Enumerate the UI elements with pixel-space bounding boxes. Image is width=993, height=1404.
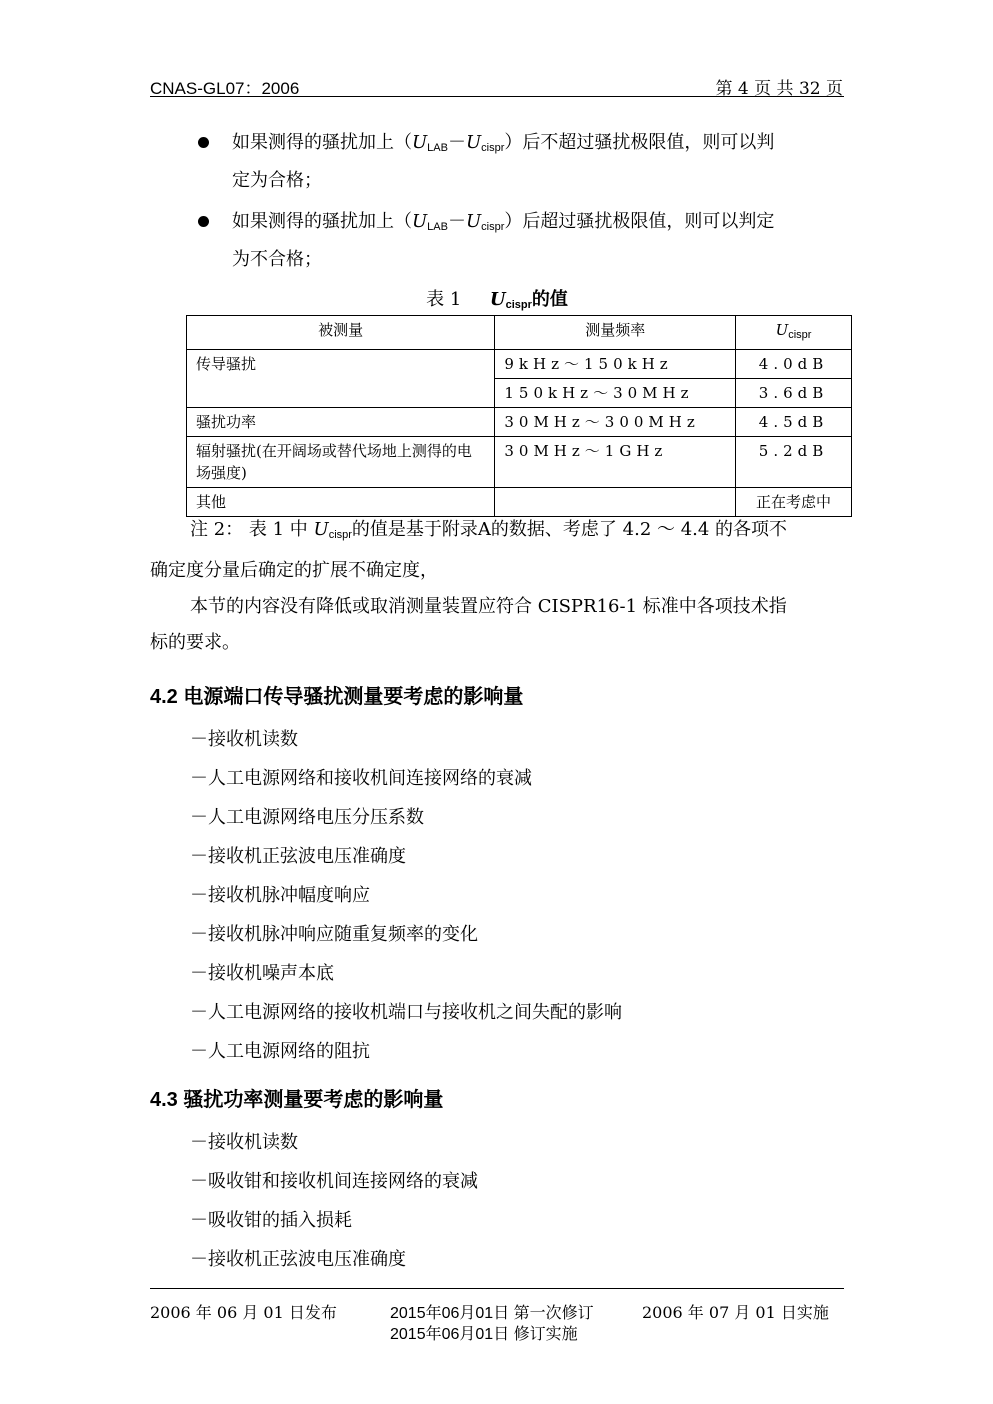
bullet-line [232, 207, 774, 233]
note-2 [150, 512, 844, 589]
list-item: －人工电源网络电压分压系数 [190, 807, 424, 828]
bullet-text: ）后超过骚扰极限值，则可以判定 [504, 211, 775, 232]
bullet-line: 定为合格； [232, 170, 322, 191]
list-item: －吸收钳的插入损耗 [190, 1210, 352, 1231]
cell-frequency: 30MHz～300MHz [495, 408, 736, 437]
symbol-sub: cispr [788, 329, 812, 341]
bullet-icon [198, 216, 209, 227]
note-line: 确定度分量后确定的扩展不确定度， [150, 560, 438, 581]
list-item: －人工电源网络和接收机间连接网络的衰减 [190, 768, 532, 789]
ucispr-table [186, 315, 852, 517]
symbol-u: U [489, 289, 506, 310]
cell-quantity: 骚扰功率 [187, 408, 495, 437]
list-item: －接收机正弦波电压准确度 [190, 846, 406, 867]
page-info: 第 4 页 共 32 页 [715, 79, 843, 99]
list-item: －接收机噪声本底 [190, 963, 334, 984]
cell-value: 5.2dB [736, 437, 852, 488]
list-item: －接收机读数 [190, 729, 298, 750]
cell-frequency: 30MHz～1GHz [495, 437, 736, 488]
list-item: －接收机脉冲幅度响应 [190, 885, 370, 906]
list-item: －接收机脉冲响应随重复频率的变化 [190, 924, 478, 945]
note-text: 注 2： 表 1 中 [190, 519, 314, 540]
symbol-sub: LAB [427, 142, 448, 154]
bullet-text: 如果测得的骚扰加上（ [232, 211, 412, 232]
table-caption [150, 285, 844, 311]
cell-frequency: 150kHz～30MHz [495, 379, 736, 408]
paragraph-line: 本节的内容没有降低或取消测量装置应符合 CISPR16-1 标准中各项技术指 [190, 596, 787, 617]
cell-quantity: 其他 [187, 488, 495, 517]
list-item: －吸收钳和接收机间连接网络的衰减 [190, 1171, 478, 1192]
body-paragraph [150, 589, 844, 661]
note-text: 的值是基于附录A的数据、考虑了 4.2 ～ 4.4 的各项不 [351, 519, 788, 540]
symbol-u: U [313, 519, 329, 540]
table-row [187, 350, 852, 379]
bullet-line [232, 128, 774, 154]
caption-label: 表 1 [426, 289, 462, 310]
cell-quantity: 传导骚扰 [187, 350, 495, 408]
cell-value: 3.6dB [736, 379, 852, 408]
symbol-u: U [412, 132, 428, 153]
symbol-u: U [465, 211, 482, 232]
list-item: －人工电源网络的接收机端口与接收机之间失配的影响 [190, 1002, 622, 1023]
bullet-text: 如果测得的骚扰加上（ [232, 132, 412, 153]
revision-effective-date: 2015年06月01日 修订实施 [390, 1326, 578, 1343]
cell-value: 正在考虑中 [736, 488, 852, 517]
header-u [736, 316, 852, 350]
footer-divider [150, 1288, 844, 1289]
symbol-u: U [412, 211, 428, 232]
revision-date: 2015年06月01日 第一次修订 [390, 1305, 594, 1322]
symbol-sub: cispr [328, 529, 352, 541]
section-heading: 4.3 骚扰功率测量要考虑的影响量 [150, 1089, 444, 1111]
bullet-text: ）后不超过骚扰极限值，则可以判 [504, 132, 775, 153]
table-row [187, 408, 852, 437]
paragraph-line: 标的要求。 [150, 632, 240, 653]
table-row [187, 437, 852, 488]
cell-frequency: 9kHz～150kHz [495, 350, 736, 379]
header-quantity: 被测量 [187, 316, 495, 350]
bullet-icon [198, 137, 209, 148]
effective-date: 2006 年 07 月 01 日实施 [642, 1303, 829, 1322]
symbol-sub: cispr [481, 221, 505, 233]
minus-sign: － [447, 132, 466, 153]
list-item: －人工电源网络的阻抗 [190, 1041, 370, 1062]
header-frequency: 测量频率 [495, 316, 736, 350]
symbol-sub: cispr [481, 142, 505, 154]
symbol-u: U [465, 132, 482, 153]
note-line [150, 512, 844, 553]
table-header-row [187, 316, 852, 350]
symbol-sub: LAB [427, 221, 448, 233]
cell-value: 4.5dB [736, 408, 852, 437]
symbol-u: U [775, 321, 789, 339]
symbol-sub: cispr [505, 299, 532, 311]
list-item: －接收机正弦波电压准确度 [190, 1249, 406, 1270]
minus-sign: － [447, 211, 466, 232]
header-divider [150, 96, 844, 97]
cell-value: 4.0dB [736, 350, 852, 379]
bullet-line: 为不合格； [232, 249, 322, 270]
section-heading: 4.2 电源端口传导骚扰测量要考虑的影响量 [150, 686, 524, 708]
issue-date: 2006 年 06 月 01 日发布 [150, 1303, 337, 1322]
cell-quantity: 辐射骚扰(在开阔场或替代场地上测得的电场强度) [187, 437, 495, 488]
list-item: －接收机读数 [190, 1132, 298, 1153]
caption-text: 的值 [531, 289, 568, 310]
document-id: CNAS-GL07：2006 [150, 79, 300, 98]
